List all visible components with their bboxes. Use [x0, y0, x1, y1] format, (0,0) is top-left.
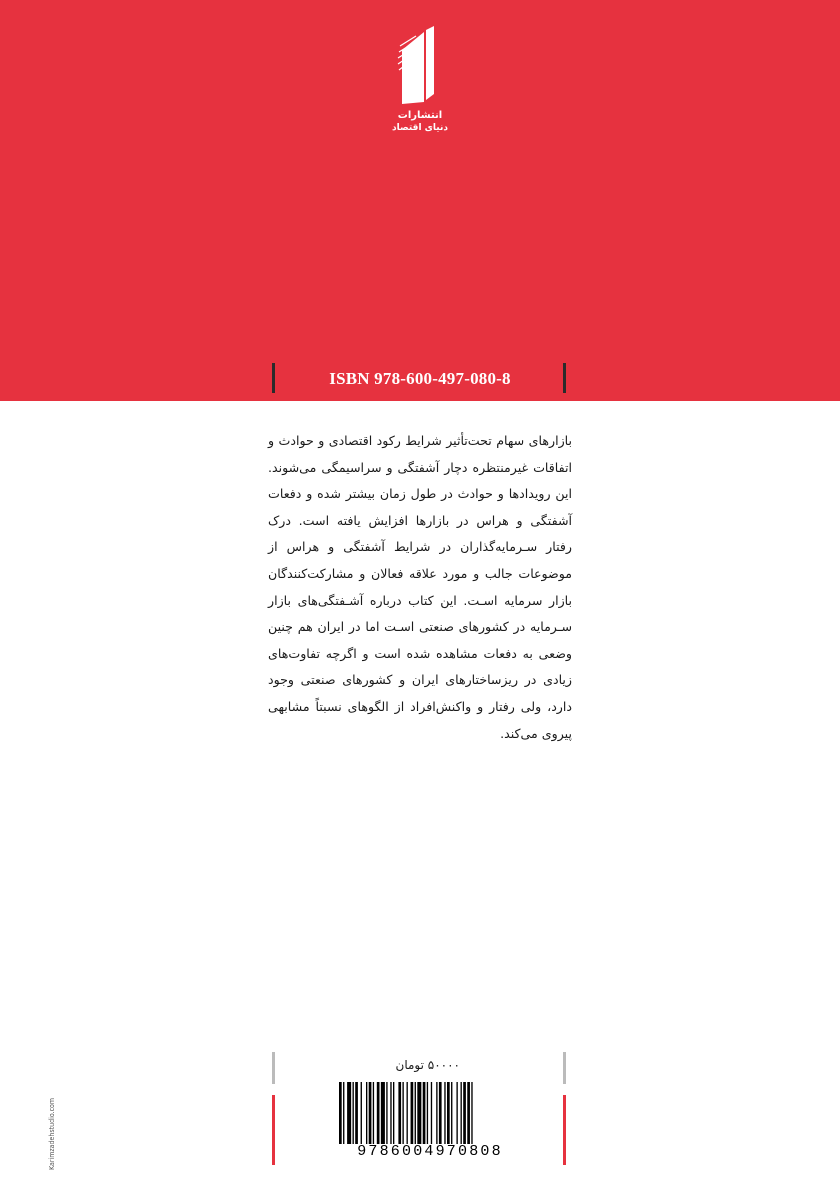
barcode-bar: [386, 1082, 387, 1144]
barcode-bar: [427, 1082, 428, 1144]
barcode-bar: [439, 1082, 442, 1144]
barcode-bar: [366, 1082, 367, 1144]
barcode-bar: [377, 1082, 380, 1144]
barcode-bar: [407, 1082, 408, 1144]
barcode-bar: [381, 1082, 385, 1144]
price-right-marker: [563, 1052, 566, 1084]
barcode-bar: [361, 1082, 362, 1144]
barcode-bar: [390, 1082, 391, 1144]
publisher-logo: [386, 22, 454, 140]
barcode-bar: [467, 1082, 470, 1144]
barcode-bar: [415, 1082, 416, 1144]
barcode-bar: [417, 1082, 421, 1144]
barcode-right-marker: [563, 1095, 566, 1165]
barcode-bar: [411, 1082, 414, 1144]
barcode-bar: [347, 1082, 351, 1144]
barcode-bar: [471, 1082, 472, 1144]
back-cover-description: بازارهای سهام تحت‌تأثیر شرایط رکود اقتصادی و حوادث و اتفاقات غیرمنتظره دچار آشفتگی و سراسیمگی می‌شوند. این رویدادها و حوادث در طول زمان بیشتر شده و دفعات آشفتگی و هراس در بازارها افزایش یافته است. درک رفتار سـرمایه‌گذاران در شرایط آشفتگی و هراس از موضوعات جالب و مورد علاقه فعالان و مشارکت‌کنندگان بازار سرمایه اسـت. این کتاب درباره آشـفتگی‌های بازار سـرمایه در کشورهای صنعتی اسـت اما در ایران هم چنین وضعی به دفعات مشاهده شده است و اگرچه تفاوت‌های زیادی در ریزساختارهای ایران و کشورهای صنعتی وجود دارد، ولی رفتار و واکنش‌افراد از الگوهای نسبتاً مشابهی پیروی می‌کند.: [268, 433, 572, 741]
price-left-marker: [272, 1052, 275, 1084]
barcode-bar: [339, 1082, 342, 1144]
barcode-bar: [461, 1082, 462, 1144]
publisher-name-line1: انتشارات: [397, 110, 443, 121]
book-logo-icon: [386, 22, 454, 112]
barcode-bar: [451, 1082, 452, 1144]
barcode-bar: [402, 1082, 403, 1144]
publisher-name-line2: دنیای اقتصاد: [392, 123, 448, 133]
barcode-left-marker: [272, 1095, 275, 1165]
barcode-bar: [444, 1082, 445, 1144]
barcode-bar: [343, 1082, 344, 1144]
barcode-bar: [423, 1082, 426, 1144]
barcode-bar: [353, 1082, 354, 1144]
barcode-bar: [398, 1082, 401, 1144]
barcode-bar: [436, 1082, 437, 1144]
isbn-number: ISBN 978-600-497-080-8: [329, 369, 511, 388]
barcode-bar: [447, 1082, 450, 1144]
barcode-bar: [393, 1082, 394, 1144]
barcode-bar: [373, 1082, 374, 1144]
isbn-left-marker: [272, 363, 275, 393]
barcode-bar: [355, 1082, 358, 1144]
barcode-bar: [456, 1082, 457, 1144]
isbn-right-marker: [563, 363, 566, 393]
barcode-bar: [369, 1082, 372, 1144]
barcode-digits: 9786004970808: [357, 1143, 503, 1160]
barcode-bar: [431, 1082, 432, 1144]
price-label: ۵۰۰۰۰ تومان: [395, 1058, 460, 1072]
design-studio-credit: Karimzadehstudio.com: [48, 1097, 56, 1170]
barcode-bar: [463, 1082, 466, 1144]
